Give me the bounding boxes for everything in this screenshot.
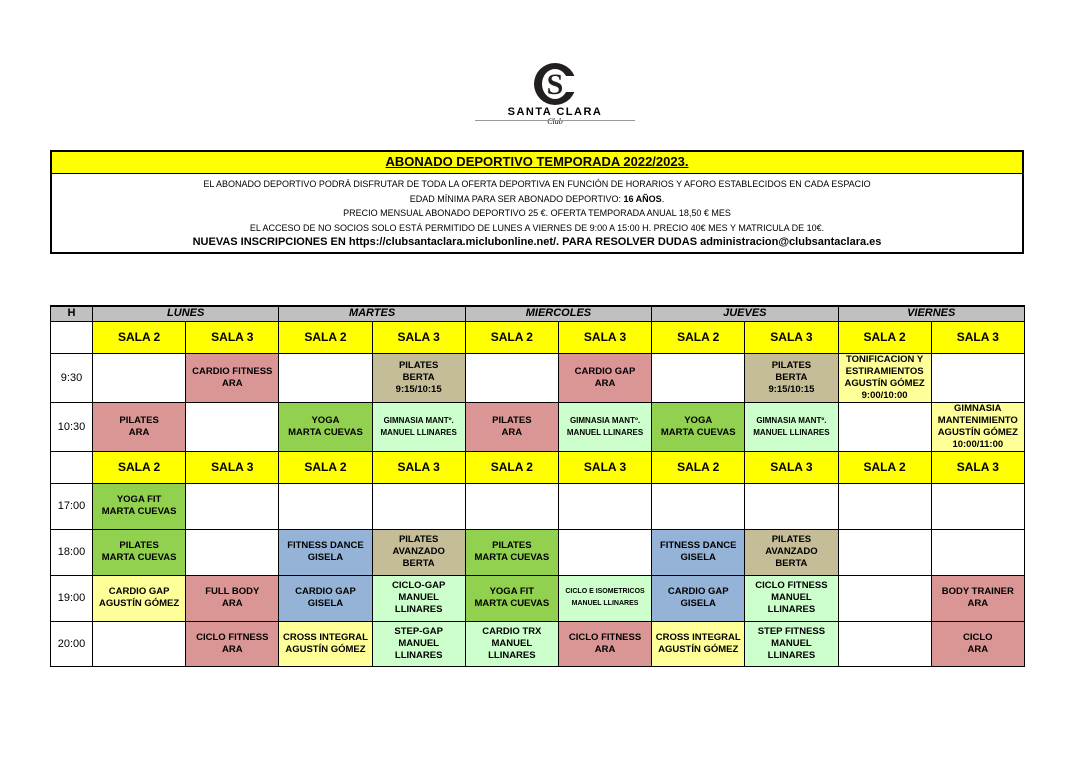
class-cell — [558, 353, 651, 402]
class-cell-line: GISELA — [680, 598, 716, 609]
class-cell-line: MARTA CUEVAS — [101, 552, 177, 563]
class-cell-line: MARTA CUEVAS — [474, 598, 550, 609]
class-cell-line: STEP-GAP — [394, 625, 443, 637]
day-header-row — [51, 306, 1025, 321]
class-cell-line: BERTA — [775, 371, 808, 383]
class-cell-line: AGUSTÍN GÓMEZ — [658, 643, 739, 655]
empty-cell — [186, 529, 279, 575]
empty-cell — [931, 529, 1024, 575]
sala-3-header-mar: SALA 3 — [372, 451, 465, 483]
empty-cell — [279, 483, 372, 529]
class-cell — [372, 529, 465, 575]
class-cell-line: ARA — [594, 643, 616, 655]
class-cell-line: GIMNASIA — [954, 402, 1002, 414]
sala-2-header-lun: SALA 2 — [93, 321, 186, 353]
class-cell-line: CICLO FITNESS — [755, 580, 828, 591]
info-box — [50, 150, 1024, 254]
class-cell-line: MANUEL — [491, 637, 533, 649]
class-cell — [186, 621, 279, 666]
class-cell — [838, 353, 931, 402]
class-cell — [93, 483, 186, 529]
class-cell-line: ARA — [221, 643, 243, 655]
class-cell — [652, 402, 745, 451]
class-cell-line: PILATES — [771, 534, 812, 545]
class-cell — [93, 402, 186, 451]
time-row-6 — [51, 621, 1025, 666]
empty-cell — [838, 575, 931, 621]
class-cell-line: GISELA — [307, 598, 344, 609]
day-header-jue: JUEVES — [652, 306, 838, 321]
info-line-5: NUEVAS INSCRIPCIONES EN https://clubsantaclara.miclubonline.net/. PARA RESOLVER DUDAS administracion@clubsantaclara.es — [192, 236, 882, 248]
info-line-3: PRECIO MENSUAL ABONADO DEPORTIVO 25 €. OFERTA TEMPORADA ANUAL 18,50 € MES — [343, 208, 731, 218]
class-cell-line: FITNESS DANCE — [659, 540, 737, 551]
empty-cell — [931, 353, 1024, 402]
sala-row-blank — [51, 321, 93, 353]
time-row-5 — [51, 575, 1025, 621]
class-cell-line: LLINARES — [767, 604, 816, 615]
class-cell — [652, 621, 745, 666]
empty-cell — [745, 483, 838, 529]
class-cell-line: LLINARES — [394, 649, 443, 661]
class-cell-line: BODY TRAINER — [941, 586, 1014, 597]
class-cell — [745, 621, 838, 666]
logo-rule — [475, 120, 635, 121]
time-label: 20:00 — [51, 621, 93, 666]
class-cell-line: MANUEL — [771, 637, 812, 649]
class-cell-line: MANUEL LLINARES — [571, 600, 639, 607]
empty-cell — [372, 483, 465, 529]
class-cell-line: CARDIO GAP — [574, 365, 636, 377]
class-cell-line: MARTA CUEVAS — [474, 552, 550, 563]
sala-2-header-jue: SALA 2 — [652, 451, 745, 483]
sala-3-header-mar: SALA 3 — [372, 321, 465, 353]
class-cell-line: 10:00/11:00 — [952, 438, 1004, 450]
time-label: 9:30 — [51, 353, 93, 402]
class-cell-line: ARA — [128, 426, 150, 438]
sala-3-header-mie: SALA 3 — [558, 321, 651, 353]
class-cell-line: AGUSTÍN GÓMEZ — [285, 643, 366, 655]
class-cell-line: CICLO — [963, 631, 993, 643]
class-cell — [931, 575, 1024, 621]
class-cell-line: TONIFICACION Y — [845, 353, 924, 365]
class-cell-line: YOGA FIT — [116, 494, 162, 505]
class-cell-line: AGUSTÍN GÓMEZ — [844, 377, 925, 389]
sala-3-header-jue: SALA 3 — [745, 451, 838, 483]
class-cell-line: CARDIO GAP — [667, 586, 729, 597]
class-cell-line: PILATES — [492, 540, 532, 551]
class-cell-line: 9:15/10:15 — [768, 383, 815, 395]
sala-header-row-1 — [51, 321, 1025, 353]
class-cell-line: ARA — [594, 377, 616, 389]
class-cell-line: MANUEL — [398, 592, 439, 603]
class-cell-line: CARDIO GAP — [295, 586, 356, 597]
empty-cell — [652, 483, 745, 529]
sala-3-header-lun: SALA 3 — [186, 451, 279, 483]
empty-cell — [465, 353, 558, 402]
class-cell-line: CROSS INTEGRAL — [282, 631, 368, 643]
class-cell — [558, 575, 651, 621]
class-cell — [745, 529, 838, 575]
class-cell-line: CARDIO FITNESS — [192, 365, 273, 377]
sala-2-header-vie: SALA 2 — [838, 321, 931, 353]
class-cell-line: GIMNASIA MANTº. — [569, 415, 641, 425]
info-title: ABONADO DEPORTIVO TEMPORADA 2022/2023. — [52, 152, 1022, 174]
class-cell-line: PILATES — [119, 414, 159, 426]
class-cell — [745, 402, 838, 451]
day-header-mie: MIERCOLES — [465, 306, 651, 321]
sala-2-header-mie: SALA 2 — [465, 321, 558, 353]
time-row-3 — [51, 483, 1025, 529]
class-cell-line: CARDIO GAP — [108, 586, 170, 597]
class-cell — [93, 529, 186, 575]
class-cell-line: FULL BODY — [205, 586, 260, 597]
class-cell — [279, 529, 372, 575]
empty-cell — [279, 353, 372, 402]
day-header-lun: LUNES — [93, 306, 279, 321]
sala-3-header-vie: SALA 3 — [931, 451, 1024, 483]
class-cell-line: AVANZADO — [765, 546, 818, 557]
class-cell-line: MARTA CUEVAS — [288, 426, 363, 438]
class-cell-line: PILATES — [492, 414, 532, 426]
sala-2-header-mie: SALA 2 — [465, 451, 558, 483]
class-cell-line: GISELA — [680, 552, 716, 563]
empty-cell — [93, 353, 186, 402]
class-cell-line: YOGA — [311, 414, 340, 426]
class-cell-line: MANUEL — [398, 637, 439, 649]
sala-3-header-lun: SALA 3 — [186, 321, 279, 353]
sala-3-header-vie: SALA 3 — [931, 321, 1024, 353]
class-cell-line: MANUEL — [771, 592, 812, 603]
class-cell-line: MARTA CUEVAS — [660, 426, 736, 438]
time-label: 18:00 — [51, 529, 93, 575]
time-label: 17:00 — [51, 483, 93, 529]
class-cell — [652, 529, 745, 575]
class-cell-line: CROSS INTEGRAL — [655, 631, 741, 643]
empty-cell — [931, 483, 1024, 529]
class-cell-line: CARDIO TRX — [482, 625, 542, 637]
sala-row-blank — [51, 451, 93, 483]
logo-club: Club — [547, 117, 563, 126]
class-cell — [652, 575, 745, 621]
class-cell — [931, 621, 1024, 666]
class-cell-line: BERTA — [775, 558, 808, 569]
empty-cell — [93, 621, 186, 666]
class-cell-line: PILATES — [398, 534, 439, 545]
class-cell-line: CICLO FITNESS — [568, 631, 642, 643]
class-cell-line: ARA — [967, 643, 989, 655]
time-row-4 — [51, 529, 1025, 575]
sala-3-header-jue: SALA 3 — [745, 321, 838, 353]
club-logo — [470, 62, 640, 132]
class-cell — [279, 575, 372, 621]
class-cell — [558, 402, 651, 451]
class-cell-line: LLINARES — [394, 604, 443, 615]
sala-2-header-mar: SALA 2 — [279, 321, 372, 353]
class-cell-line: ARA — [501, 426, 523, 438]
class-cell-line: CICLO FITNESS — [196, 631, 269, 643]
empty-cell — [186, 402, 279, 451]
class-cell-line: LLINARES — [488, 649, 536, 661]
class-cell-line: 9:15/10:15 — [395, 383, 442, 395]
day-header-vie: VIERNES — [838, 306, 1024, 321]
class-cell — [372, 621, 465, 666]
hour-header: H — [51, 306, 93, 321]
class-cell-line: YOGA — [684, 414, 713, 426]
empty-cell — [558, 483, 651, 529]
class-cell-line: PILATES — [771, 359, 812, 371]
empty-cell — [652, 353, 745, 402]
class-cell-line: GISELA — [307, 552, 344, 563]
class-cell — [745, 575, 838, 621]
class-cell-line: CICLO E ISOMETRICOS — [565, 588, 645, 595]
class-cell-line: ARA — [967, 598, 989, 609]
empty-cell — [558, 529, 651, 575]
class-cell-line: AGUSTÍN GÓMEZ — [98, 598, 180, 609]
class-cell-line: YOGA FIT — [489, 586, 535, 597]
class-cell-line: MANUEL LLINARES — [380, 427, 457, 437]
class-cell-line: ARA — [221, 598, 243, 609]
time-row-2 — [51, 402, 1025, 451]
sala-2-header-lun: SALA 2 — [93, 451, 186, 483]
empty-cell — [838, 483, 931, 529]
time-label: 19:00 — [51, 575, 93, 621]
schedule-table — [50, 305, 1025, 667]
class-cell-line: ESTIRAMIENTOS — [845, 365, 924, 377]
info-line-2: EDAD MÍNIMA PARA SER ABONADO DEPORTIVO: 16 AÑOS. — [409, 193, 665, 204]
logo-brand: SANTA CLARA — [507, 106, 603, 118]
empty-cell — [838, 529, 931, 575]
class-cell — [93, 575, 186, 621]
class-cell — [186, 575, 279, 621]
sala-2-header-mar: SALA 2 — [279, 451, 372, 483]
class-cell-line: ARA — [221, 377, 243, 389]
class-cell — [372, 402, 465, 451]
class-cell-line: 9:00/10:00 — [861, 389, 908, 401]
time-row-1 — [51, 353, 1025, 402]
sala-header-row-2 — [51, 451, 1025, 483]
day-header-mar: MARTES — [279, 306, 465, 321]
class-cell-line: GIMNASIA MANTº. — [383, 415, 454, 425]
class-cell-line: MANUEL LLINARES — [753, 427, 830, 437]
time-label: 10:30 — [51, 402, 93, 451]
sala-3-header-mie: SALA 3 — [558, 451, 651, 483]
class-cell — [279, 402, 372, 451]
svg-text:S: S — [546, 68, 564, 101]
class-cell-line: PILATES — [119, 540, 159, 551]
class-cell — [186, 353, 279, 402]
sala-2-header-vie: SALA 2 — [838, 451, 931, 483]
empty-cell — [838, 402, 931, 451]
class-cell — [558, 621, 651, 666]
info-line-1: EL ABONADO DEPORTIVO PODRÁ DISFRUTAR DE TODA LA OFERTA DEPORTIVA EN FUNCIÓN DE HORARIOS Y AFORO ESTABLECIDOS EN CADA ESPACIO — [203, 179, 871, 189]
class-cell-line: STEP FITNESS — [757, 625, 826, 637]
class-cell — [745, 353, 838, 402]
class-cell — [931, 402, 1024, 451]
class-cell-line: MANUEL LLINARES — [566, 427, 644, 437]
class-cell — [279, 621, 372, 666]
class-cell — [465, 529, 558, 575]
class-cell — [465, 575, 558, 621]
empty-cell — [838, 621, 931, 666]
class-cell-line: MANTENIMIENTO — [937, 414, 1018, 426]
class-cell-line: BERTA — [402, 558, 435, 569]
class-cell — [465, 402, 558, 451]
empty-cell — [465, 483, 558, 529]
class-cell — [465, 621, 558, 666]
class-cell-line: BERTA — [402, 371, 435, 383]
santa-clara-monogram-icon — [527, 62, 583, 108]
class-cell-line: PILATES — [398, 359, 439, 371]
class-cell — [372, 575, 465, 621]
class-cell-line: MARTA CUEVAS — [101, 506, 177, 517]
class-cell-line: CICLO-GAP — [392, 580, 446, 591]
class-cell-line: AVANZADO — [392, 546, 445, 557]
class-cell-line: GIMNASIA MANTº. — [756, 415, 827, 425]
sala-2-header-jue: SALA 2 — [652, 321, 745, 353]
info-body — [52, 174, 1022, 252]
class-cell-line: LLINARES — [767, 649, 816, 661]
empty-cell — [186, 483, 279, 529]
info-line-4: EL ACCESO DE NO SOCIOS SOLO ESTÁ PERMITIDO DE LUNES A VIERNES DE 9:00 A 15:00 H. PRECIO 40€ MES Y MATRICULA DE 10€. — [249, 222, 825, 233]
class-cell — [372, 353, 465, 402]
class-cell-line: FITNESS DANCE — [287, 540, 364, 551]
class-cell-line: AGUSTÍN GÓMEZ — [937, 426, 1018, 438]
